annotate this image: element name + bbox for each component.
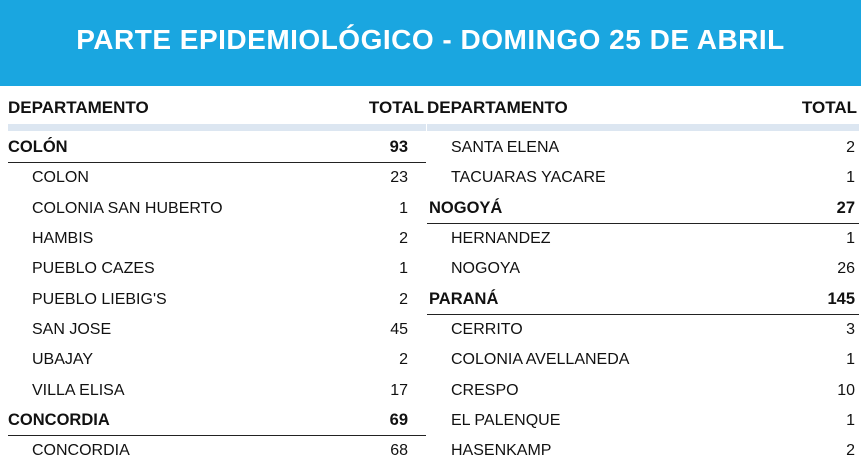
department-column-header: DEPARTAMENTO xyxy=(8,98,149,117)
locality-row xyxy=(427,254,859,284)
locality-total: 2 xyxy=(399,230,408,248)
total-column-header: TOTAL xyxy=(801,98,857,117)
locality-row xyxy=(8,194,426,224)
locality-total: 3 xyxy=(846,320,855,338)
header-strip xyxy=(427,124,859,131)
locality-name: EL PALENQUE xyxy=(451,411,561,429)
locality-name: PUEBLO LIEBIG'S xyxy=(32,290,167,308)
right-table-rows xyxy=(427,133,859,460)
locality-name: COLON xyxy=(32,169,89,187)
department-row xyxy=(427,194,859,224)
locality-total: 10 xyxy=(837,381,855,399)
page-title: PARTE EPIDEMIOLÓGICO - DOMINGO 25 DE ABRIL xyxy=(76,24,785,55)
department-name: NOGOYÁ xyxy=(429,198,503,217)
locality-total: 26 xyxy=(837,260,855,278)
locality-name: CRESPO xyxy=(451,381,519,399)
locality-total: 45 xyxy=(390,320,408,338)
locality-row xyxy=(427,163,859,193)
locality-total: 2 xyxy=(399,351,408,369)
locality-total: 17 xyxy=(390,381,408,399)
department-total: 145 xyxy=(827,289,855,308)
total-column-header: TOTAL xyxy=(368,98,424,117)
locality-row xyxy=(427,133,859,163)
locality-total: 2 xyxy=(846,442,855,460)
department-row xyxy=(8,133,426,163)
locality-name: COLONIA AVELLANEDA xyxy=(451,351,630,369)
locality-name: UBAJAY xyxy=(32,351,94,369)
locality-name: SAN JOSE xyxy=(32,320,112,338)
department-total: 69 xyxy=(389,410,408,429)
locality-row xyxy=(8,284,426,314)
locality-total: 1 xyxy=(399,199,408,217)
locality-total: 2 xyxy=(399,290,408,308)
locality-name: SANTA ELENA xyxy=(451,139,560,157)
locality-total: 1 xyxy=(846,169,855,187)
locality-name: PUEBLO CAZES xyxy=(32,260,155,278)
locality-name: CERRITO xyxy=(451,320,523,338)
locality-row xyxy=(8,224,426,254)
header-strip xyxy=(8,124,426,131)
department-name: COLÓN xyxy=(8,138,68,157)
locality-name: HAMBIS xyxy=(32,230,94,248)
locality-name: TACUARAS YACARE xyxy=(451,169,606,187)
locality-row xyxy=(427,224,859,254)
locality-name: COLONIA SAN HUBERTO xyxy=(32,199,223,217)
locality-total: 1 xyxy=(846,230,855,248)
department-column-header: DEPARTAMENTO xyxy=(427,98,568,117)
department-row xyxy=(427,284,859,314)
department-row xyxy=(8,406,426,436)
locality-name: NOGOYA xyxy=(451,260,521,278)
locality-total: 23 xyxy=(390,169,408,187)
locality-row xyxy=(8,315,426,345)
locality-name: HASENKAMP xyxy=(451,442,552,460)
locality-row xyxy=(427,406,859,436)
left-table-header xyxy=(8,92,426,124)
locality-total: 1 xyxy=(846,351,855,369)
locality-name: HERNANDEZ xyxy=(451,230,551,248)
left-table-rows xyxy=(8,133,426,460)
right-table-header xyxy=(427,92,859,124)
locality-row xyxy=(427,375,859,405)
locality-row xyxy=(427,315,859,345)
locality-total: 1 xyxy=(399,260,408,278)
department-name: CONCORDIA xyxy=(8,410,110,429)
locality-total: 68 xyxy=(390,442,408,460)
locality-name: VILLA ELISA xyxy=(32,381,125,399)
locality-row xyxy=(427,436,859,460)
locality-total: 1 xyxy=(846,411,855,429)
department-name: PARANÁ xyxy=(429,289,499,308)
locality-row xyxy=(427,345,859,375)
locality-row xyxy=(8,345,426,375)
locality-row xyxy=(8,375,426,405)
left-table xyxy=(8,92,426,460)
department-total: 93 xyxy=(389,138,408,157)
right-table xyxy=(427,92,859,460)
locality-name: CONCORDIA xyxy=(32,442,130,460)
locality-row xyxy=(8,254,426,284)
locality-total: 2 xyxy=(846,139,855,157)
locality-row xyxy=(8,163,426,193)
locality-row xyxy=(8,436,426,460)
title-banner xyxy=(0,0,861,86)
department-total: 27 xyxy=(836,198,855,217)
